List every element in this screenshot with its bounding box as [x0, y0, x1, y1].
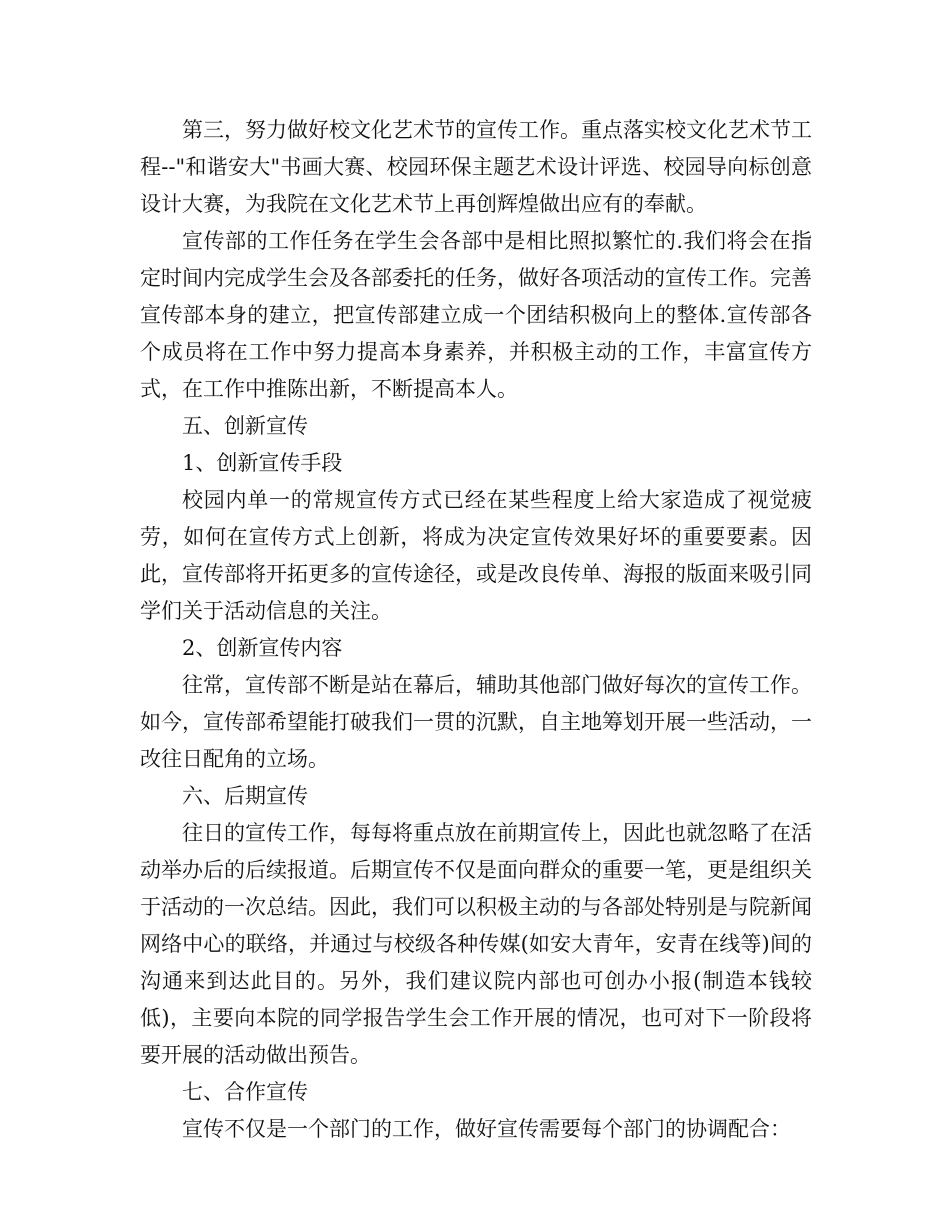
heading-innovation: 五、创新宣传	[182, 414, 308, 438]
paragraph-cooperation: 宣传不仅是一个部门的工作，做好宣传需要每个部门的协调配合：	[182, 1117, 791, 1141]
subheading-innovation-means: 1、创新宣传手段	[182, 451, 343, 475]
heading-cooperation: 七、合作宣传	[182, 1080, 308, 1104]
subheading-innovation-content: 2、创新宣传内容	[182, 636, 343, 660]
document-body	[140, 112, 812, 1148]
paragraph-post-promotion: 往日的宣传工作，每每将重点放在前期宣传上，因此也就忽略了在活动举办后的后续报道。后期宣传不仅是面向群众的重要一笔，更是组织关于活动的一次总结。因此，我们可以积极主动的与各部处特别是与院新闻网络中心的联络，并通过与校级各种传媒(如安大青年，安青在线等)间的沟通来到达此目的。另外，我们建议院内部也可创办小报(制造本钱较低)，主要向本院的同学报告学生会工作开展的情况，也可对下一阶段将要开展的活动做出预告。	[140, 821, 812, 1067]
paragraph-innovation-content: 往常，宣传部不断是站在幕后，辅助其他部门做好每次的宣传工作。如今，宣传部希望能打破我们一贯的沉默，自主地筹划开展一些活动，一改往日配角的立场。	[140, 673, 812, 771]
paragraph-culture-festival: 第三，努力做好校文化艺术节的宣传工作。重点落实校文化艺术节工程--"和谐安大"书画大赛、校园环保主题艺术设计评选、校园导向标创意设计大赛，为我院在文化艺术节上再创辉煌做出应有的奉献。	[140, 118, 812, 216]
paragraph-department-tasks: 宣传部的工作任务在学生会各部中是相比照拟繁忙的.我们将会在指定时间内完成学生会及各部委托的任务，做好各项活动的宣传工作。完善宣传部本身的建立，把宣传部建立成一个团结积极向上的整体.宣传部各个成员将在工作中努力提高本身素养，并积极主动的工作，丰富宣传方式，在工作中推陈出新，不断提高本人。	[140, 229, 812, 401]
heading-post-promotion: 六、后期宣传	[182, 784, 308, 808]
paragraph-innovation-means: 校园内单一的常规宣传方式已经在某些程度上给大家造成了视觉疲劳，如何在宣传方式上创新，将成为决定宣传效果好坏的重要要素。因此，宣传部将开拓更多的宣传途径，或是改良传单、海报的版面来吸引同学们关于活动信息的关注。	[140, 488, 812, 623]
